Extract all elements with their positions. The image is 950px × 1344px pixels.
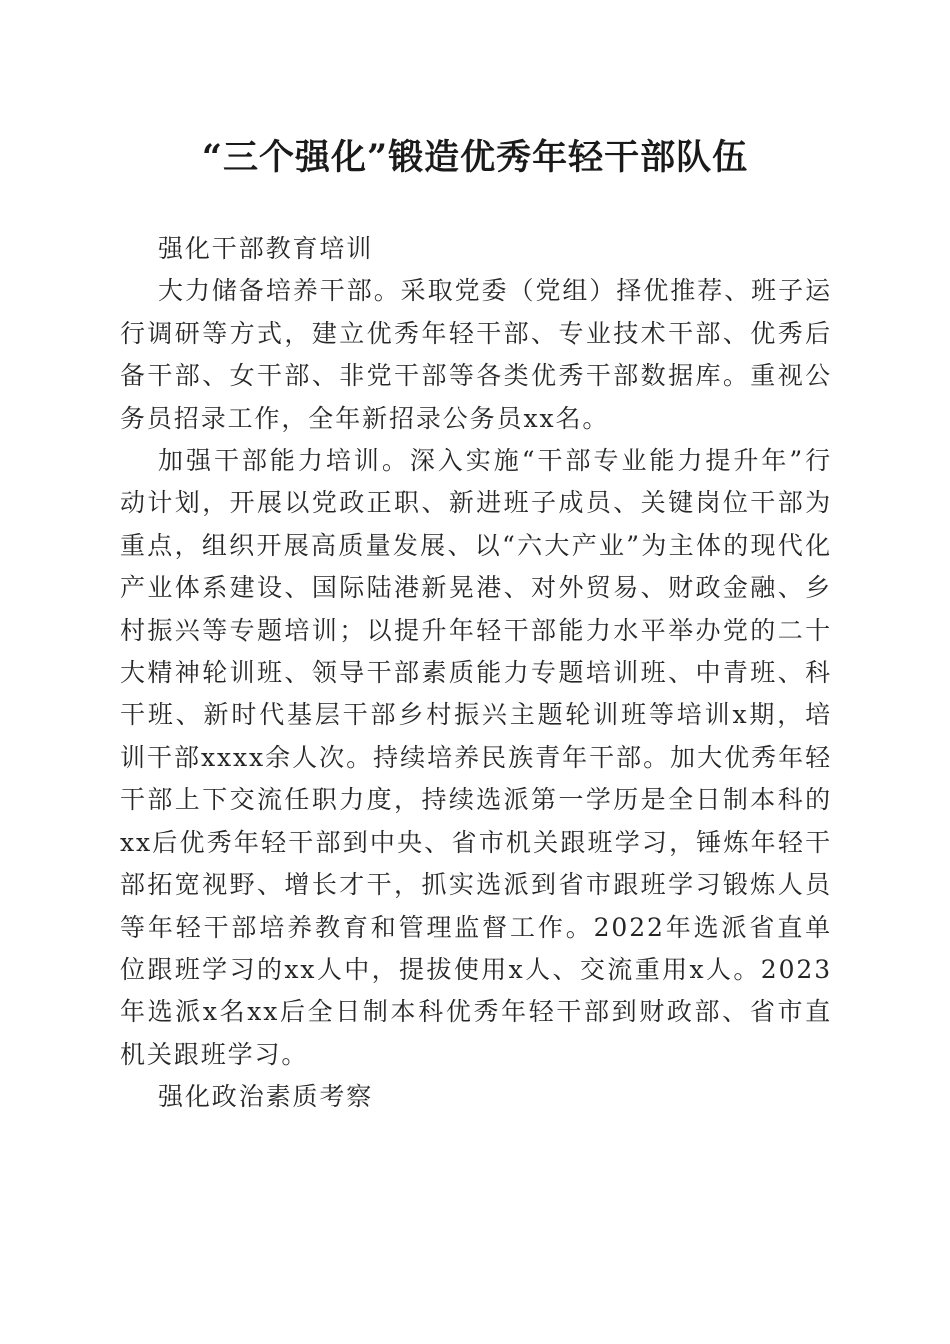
section-heading-political-review: 强化政治素质考察	[158, 1082, 374, 1112]
section-heading-education-training: 强化干部教育培训	[158, 234, 374, 263]
paragraph-ability-training: 加强干部能力培训。深入实施“干部专业能力提升年”行动计划，开展以党政正职、新进班子成员、关键岗位干部为重点，组织开展高质量发展、以“六大产业”为主体的现代化产业体系建设、国际陆港新晃港、对外贸易、财政金融、乡村振兴等专题培训；以提升年轻干部能力水平举办党的二十大精神轮训班、领导干部素质能力专题培训班、中青班、科干班、新时代基层干部乡村振兴主题轮训班等培训x期，培训干部xxxx余人次。持续培养民族青年干部。加大优秀年轻干部上下交流任职力度，持续选派第一学历是全日制本科的xx后优秀年轻干部到中央、省市机关跟班学习，锤炼年轻干部拓宽视野、增长才干，抓实选派到省市跟班学习锻炼人员等年轻干部培养教育和管理监督工作。2022年选派省直单位跟班学习的xx人中，提拔使用x人、交流重用x人。2023年选派x名xx后全日制本科优秀年轻干部到财政部、省市直机关跟班学习。	[120, 446, 832, 1069]
document-title: “三个强化”锻造优秀年轻干部队伍	[201, 137, 749, 178]
document-body	[120, 228, 832, 1119]
paragraph-cadre-reserve: 大力储备培养干部。采取党委（党组）择优推荐、班子运行调研等方式，建立优秀年轻干部、专业技术干部、优秀后备干部、女干部、非党干部等各类优秀干部数据库。重视公务员招录工作，全年新招录公务员xx名。	[120, 276, 832, 433]
